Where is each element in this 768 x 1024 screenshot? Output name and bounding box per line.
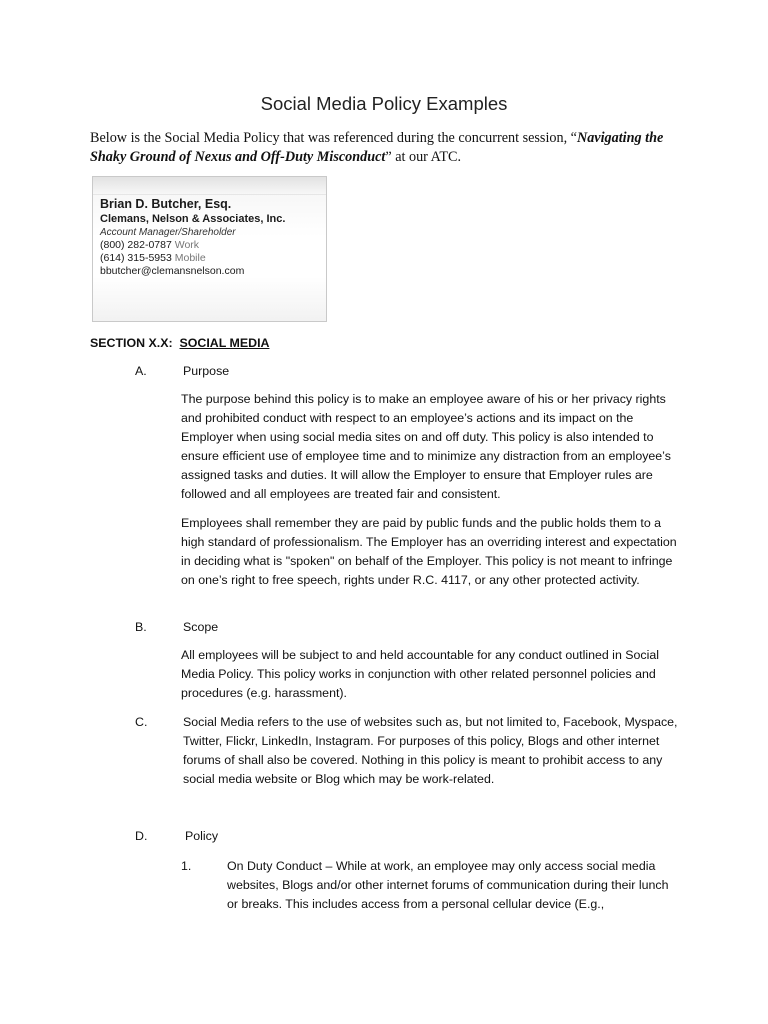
item-a-paragraph-1: The purpose behind this policy is to make an employee aware of his or her privacy rights and prohibited conduct with respect to an employee’s actions and its impact on the Employer when using social media sites on and off duty. This policy is also intended to ensure efficient use of employee time and to minimize any distraction from an employee’s assigned tasks and duties. It will allow the Employer to ensure that Employer rules are followed and all employees are treated fair and consistent. [181,392,671,501]
card-phone-mobile [100,252,206,264]
item-b-paragraph: All employees will be subject to and held accountable for any conduct outlined in Social Media Policy. This policy works in conjunction with other related personnel policies and procedures (e.g. harassment). [181,648,660,700]
item-a-letter: A. [135,364,147,378]
intro-paragraph [90,129,690,167]
section-heading [90,334,269,353]
item-b-heading: Scope [183,620,219,634]
item-b-letter: B. [135,620,147,634]
item-d-letter: D. [135,829,148,843]
phone-work-number: (800) 282-0787 [100,239,172,251]
phone-mobile-label: Mobile [174,252,206,264]
card-email: bbutcher@clemansnelson.com [100,265,245,277]
card-company: Clemans, Nelson & Associates, Inc. [100,213,286,225]
item-d1-number: 1. [181,859,192,873]
item-a-paragraph-2: Employees shall remember they are paid by public funds and the public holds them to a high standard of professionalism. The Employer has an overriding interest and expectation in deciding what is "spoken" on behalf of the Employer. This policy is not meant to infringe on one’s right to free speech, rights under R.C. 4117, or any other protected activity. [181,516,677,587]
item-d1-paragraph: On Duty Conduct – While at work, an employee may only access social media websites, Blogs and/or other internet forums of communication during their lunch or breaks. This includes access from a personal cellular device (E.g., [227,859,669,911]
item-a-heading: Purpose [183,364,230,378]
card-role: Account Manager/Shareholder [100,227,236,238]
phone-mobile-number: (614) 315-5953 [100,252,172,264]
card-name: Brian D. Butcher, Esq. [100,197,232,211]
business-card [92,176,327,322]
item-c-letter: C. [135,715,148,729]
intro-text-post: ” at our ATC. [385,149,462,165]
item-d-heading: Policy [185,829,219,843]
section-prefix: SECTION X.X: [90,336,173,350]
phone-work-label: Work [174,239,200,251]
item-c-paragraph: Social Media refers to the use of websites such as, but not limited to, Facebook, Myspace, Twitter, Flickr, LinkedIn, Instagram. For purposes of this policy, Blogs and other internet forums of shall also be covered. Nothing in this policy is meant to prohibit access to any social media website or Blog which may be work-related. [183,715,678,786]
intro-text-pre: Below is the Social Media Policy that was referenced during the concurrent session, “ [90,130,577,146]
document-title: Social Media Policy Examples [260,93,508,114]
card-phone-work [100,239,199,251]
card-header-bar [93,177,326,195]
session-title: Navigating the Shaky Ground of Nexus and Off-Duty Misconduct [90,130,664,165]
section-title: SOCIAL MEDIA [179,336,270,350]
